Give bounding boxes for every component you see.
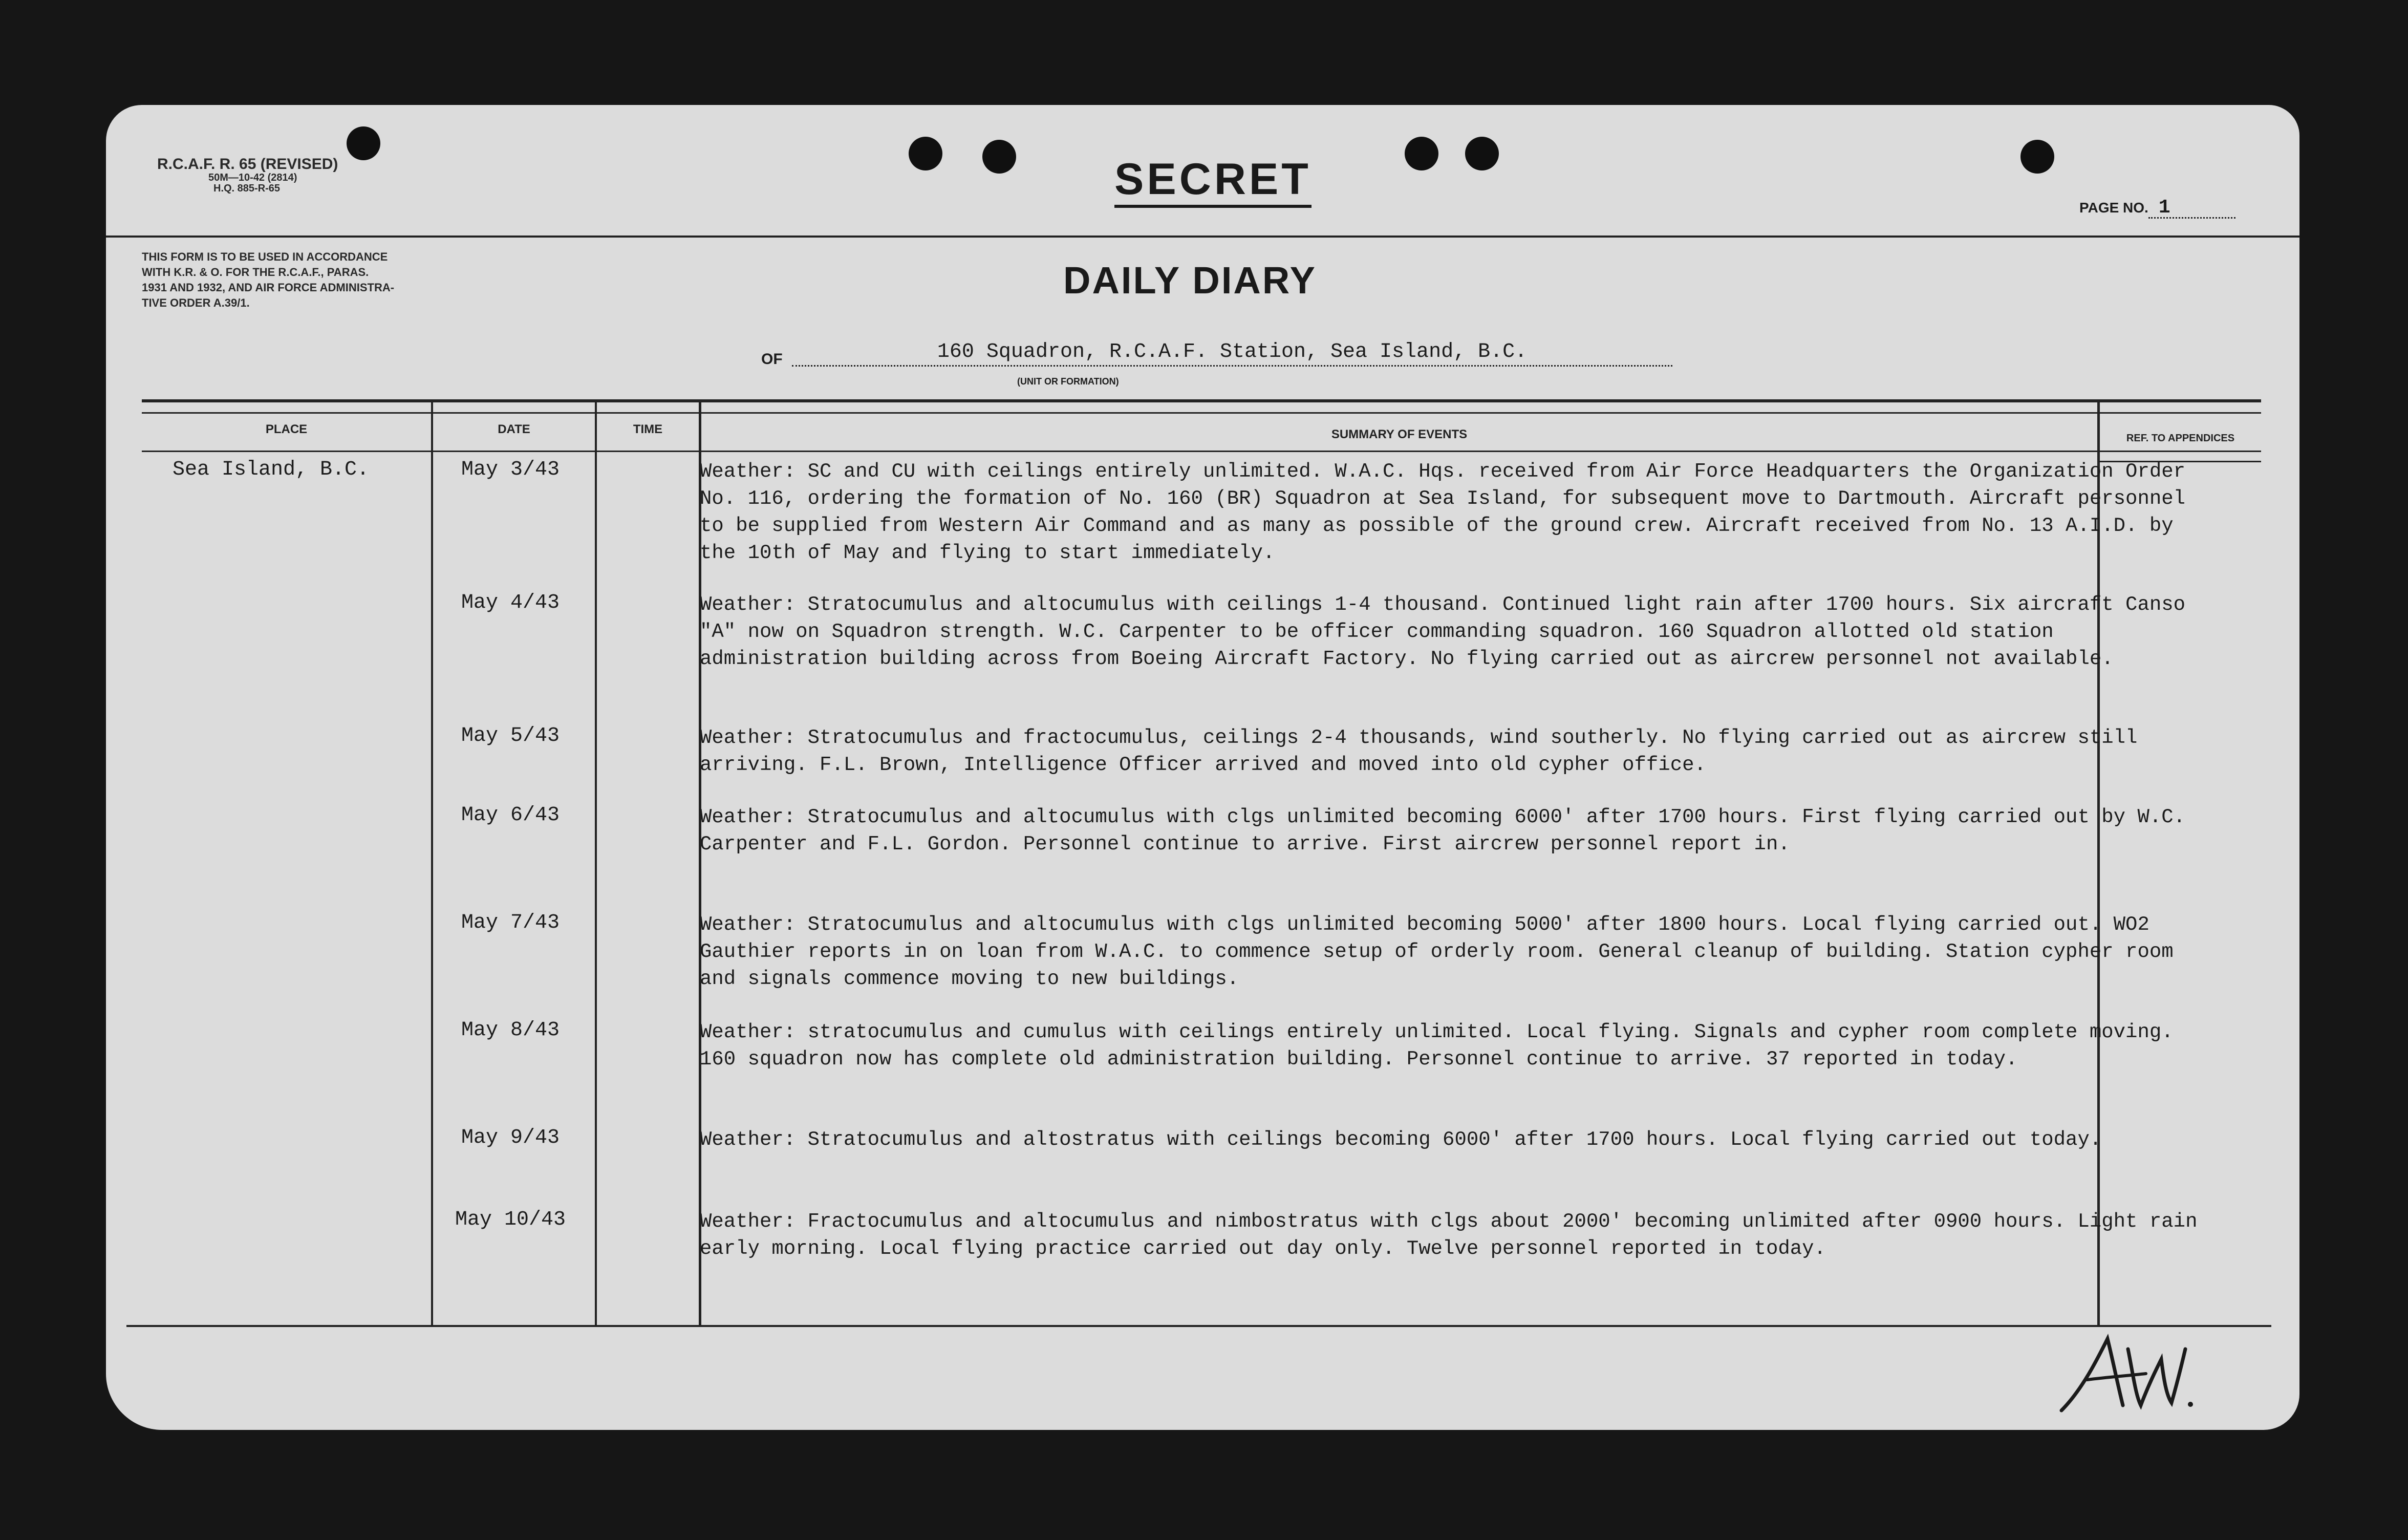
form-code-line: H.Q. 885-R-65 bbox=[213, 182, 281, 194]
punch-hole bbox=[1465, 137, 1499, 170]
handwritten-initials bbox=[2051, 1329, 2195, 1421]
form-code bbox=[157, 156, 338, 194]
column-header-bottom-rule bbox=[142, 451, 2261, 452]
entry-summary: Weather: Fractocumulus and altocumulus and nimbostratus with clgs about 2000' becoming unlimited after 0900 hours. Light rain early morning. Local flying practice carried out day only. Twelve personnel reported in today. bbox=[700, 1210, 2198, 1260]
entry-summary: Weather: Stratocumulus and altocumulus with clgs unlimited becoming 5000' after 1800 hours. Local flying carried out. WO2 Gauthier reports in on loan from W.A.C. to commence setup of orderly room. General cleanup of building. Station cypher room and signals commence moving to new buildings. bbox=[700, 913, 2174, 990]
entry-date: May 6/43 bbox=[461, 804, 560, 827]
header-rule bbox=[106, 236, 2299, 238]
form-instruction: THIS FORM IS TO BE USED IN ACCORDANCE WITH K.R. & O. FOR THE R.C.A.F., PARAS. 1931 AND 1932, AND AIR FORCE ADMINISTRA- TIVE ORDER A.39/1. bbox=[142, 250, 395, 309]
entry-date: May 8/43 bbox=[461, 1019, 560, 1042]
punch-hole bbox=[909, 137, 942, 170]
entry-summary: Weather: Stratocumulus and altocumulus with clgs unlimited becoming 6000' after 1700 hours. First flying carried out by W.C. Carpenter and F.L. Gordon. Personnel continue to arrive. First aircrew personnel report in. bbox=[700, 806, 2186, 855]
punch-hole bbox=[2020, 140, 2054, 174]
entry-summary: Weather: Stratocumulus and fractocumulus, ceilings 2-4 thousands, wind southerly. No flying carried out as aircrew still arriving. F.L. Brown, Intelligence Officer arrived and moved into old cypher office. bbox=[700, 726, 2138, 776]
entry-date: May 4/43 bbox=[461, 591, 560, 614]
place-cell: Sea Island, B.C. bbox=[173, 458, 370, 481]
classification-stamp: SECRET bbox=[1114, 154, 1312, 208]
page-number-label: PAGE NO. bbox=[2079, 200, 2148, 216]
entry-summary: Weather: Stratocumulus and altocumulus with ceilings 1-4 thousand. Continued light rain after 1700 hours. Six aircraft Canso "A" now on Squadron strength. W.C. Carpenter to be officer commanding squadron. 160 Squadron allotted old station administration building across from Boeing Aircraft Factory. No flying carried out as aircrew personnel not available. bbox=[700, 593, 2186, 670]
form-code-line: 50M—10-42 (2814) bbox=[208, 172, 297, 183]
entry-summary: Weather: Stratocumulus and altostratus with ceilings becoming 6000' after 1700 hours. Local flying carried out today. bbox=[700, 1128, 2102, 1151]
column-header-ref: REF. TO APPENDICES bbox=[2126, 433, 2235, 444]
entry-date: May 10/43 bbox=[455, 1208, 566, 1231]
diary-page bbox=[106, 105, 2299, 1430]
column-header-place: PLACE bbox=[265, 422, 308, 436]
entry-date: May 9/43 bbox=[461, 1126, 560, 1149]
unit-value: 160 Squadron, R.C.A.F. Station, Sea Island, B.C. bbox=[792, 339, 1672, 367]
column-header-summary: SUMMARY OF EVENTS bbox=[1331, 427, 1468, 441]
column-divider bbox=[595, 402, 597, 1326]
column-header-time: TIME bbox=[633, 422, 663, 436]
entry-date: May 7/43 bbox=[461, 911, 560, 934]
page-number-field bbox=[2079, 199, 2235, 219]
entry-date: May 3/43 bbox=[461, 458, 560, 481]
column-header-date: DATE bbox=[498, 422, 530, 436]
punch-hole bbox=[347, 126, 380, 160]
entry-summary: Weather: stratocumulus and cumulus with ceilings entirely unlimited. Local flying. Signals and cypher room complete moving. 160 squadron now has complete old administration building. Personnel continue to arrive. 37 reported in today. bbox=[700, 1021, 2174, 1071]
table-top-rule bbox=[142, 399, 2261, 402]
punch-hole bbox=[982, 140, 1016, 174]
entry-summary: Weather: SC and CU with ceilings entirely unlimited. W.A.C. Hqs. received from Air Force Headquarters the Organization Order No. 116, ordering the formation of No. 160 (BR) Squadron at Sea Island, for subsequent move to Dartmouth. Aircraft personnel to be supplied from Western Air Command and as many as possible of the ground crew. Aircraft received from No. 13 A.I.D. by the 10th of May and flying to start immediately. bbox=[700, 460, 2186, 564]
unit-caption: (UNIT OR FORMATION) bbox=[1017, 376, 1119, 387]
punch-hole bbox=[1405, 137, 1438, 170]
form-code-line: R.C.A.F. R. 65 (REVISED) bbox=[157, 156, 338, 173]
entry-date: May 5/43 bbox=[461, 724, 560, 747]
page-number-value: 1 bbox=[2148, 199, 2235, 219]
table-header-rule bbox=[142, 412, 2261, 414]
table-bottom-rule bbox=[126, 1325, 2271, 1327]
column-divider bbox=[431, 402, 433, 1326]
page-title: DAILY DIARY bbox=[1063, 259, 1317, 302]
unit-label: OF bbox=[761, 351, 783, 368]
